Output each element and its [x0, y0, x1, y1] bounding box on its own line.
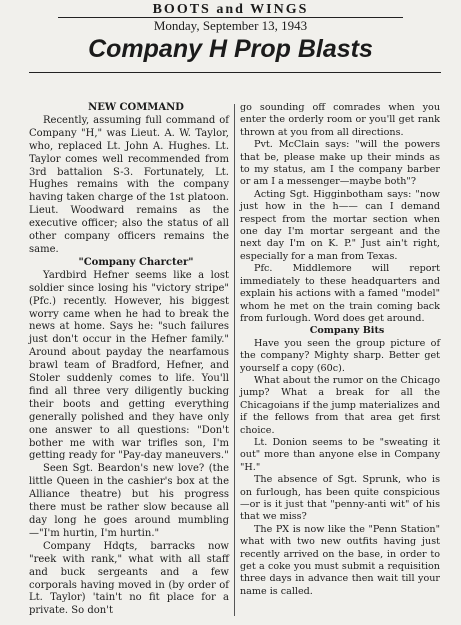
section-subhead: NEW COMMAND — [88, 102, 184, 113]
section-subhead: Company Bits — [309, 325, 385, 337]
article-paragraph: go sounding off comrades when you enter the orderly room or you'll get rank thrown at you from all directions. — [240, 102, 440, 138]
article-column-right — [240, 102, 440, 598]
article-paragraph: Lt. Donion seems to be "sweating it out" more than anyone else in Company "H." — [240, 436, 440, 473]
article-paragraph: Recently, assuming full command of Company "H," was Lieut. A. W. Taylor, who, replaced Lt. John A. Hughes. Lt. Taylor comes well recommended from 3rd battalion S-3. Fortunately, Lt. Hughes remains with the company having taken charge of the 1st platoon. Lieut. Woodward remains as the executive officer; also the status of all other company officers remains the same. — [29, 114, 229, 255]
headline-rule — [29, 72, 441, 73]
article-paragraph: Company Hdqts, barracks now "reek with rank," what with all staff and buck sergeants and a few corporals having moved in (by order of Lt. Taylor) 'tain't no fit place for a private. So don't — [29, 540, 229, 617]
article-paragraph: The PX is now like the "Penn Station" what with two new outfits having just recently arrived on the base, in order to get a coke you must submit a requisition three days in advance then wait till your name is called. — [240, 523, 440, 597]
article-paragraph: What about the rumor on the Chicago jump? What a break for all the Chicagoians if the jump materializes and if the fellows from that area get first choice. — [240, 374, 440, 436]
article-paragraph: Acting Sgt. Higginbotham says: "now just how in the h—— can I demand respect from the mortar section when one day I'm mortar sergeant and the next day I'm on K. P." Just ain't right, especially for a man from Texas. — [240, 188, 440, 262]
article-paragraph: Pvt. McClain says: "will the powers that be, please make up their minds as to my status, am I the company barber or am I a messenger—maybe both"? — [240, 139, 440, 188]
column-divider — [234, 104, 235, 616]
article-paragraph: The absence of Sgt. Sprunk, who is on furlough, has been quite conspicious—or is it just that "penny-anti wit" of his that we miss? — [240, 474, 440, 523]
article-paragraph: Yardbird Hefner seems like a lost soldier since losing his "victory stripe" (Pfc.) recently. However, his biggest worry came when he had to break the news at home. Says he: "such failures just don't occur in the Hefner family." Around about payday the nearfamous brawl team of Bradford, Hefner, and Stoler suddenly comes to life. You'll find all three very diligently bucking their boots and getting everything generally polished and they have only one answer to all questions: "Don't bother me with war trifles son, I'm getting ready for "Pay-day maneuvers." — [29, 269, 229, 462]
article-column-left — [29, 102, 229, 618]
headline: Company H Prop Blasts — [88, 35, 373, 63]
paper-name: BOOTS and WINGS — [152, 2, 309, 17]
article-paragraph: Seen Sgt. Beardon's new love? (the little Queen in the cashier's box at the Alliance theatre) but his progress there must be rather slow because all day long he goes around mumbling—"I'm hurtin, I'm hurtin." — [29, 463, 229, 539]
dateline: Monday, September 13, 1943 — [153, 18, 308, 33]
masthead — [0, 0, 461, 18]
article-paragraph: Pfc. Middlemore will report immediately to these headquarters and explain his actions with a famed "model" whom he met on the train coming back from furlough. Word does get around. — [240, 263, 440, 324]
article-paragraph: Have you seen the group picture of the company? Mighty sharp. Better get yourself a copy (60c). — [240, 337, 440, 374]
section-subhead: "Company Charcter" — [78, 256, 194, 268]
